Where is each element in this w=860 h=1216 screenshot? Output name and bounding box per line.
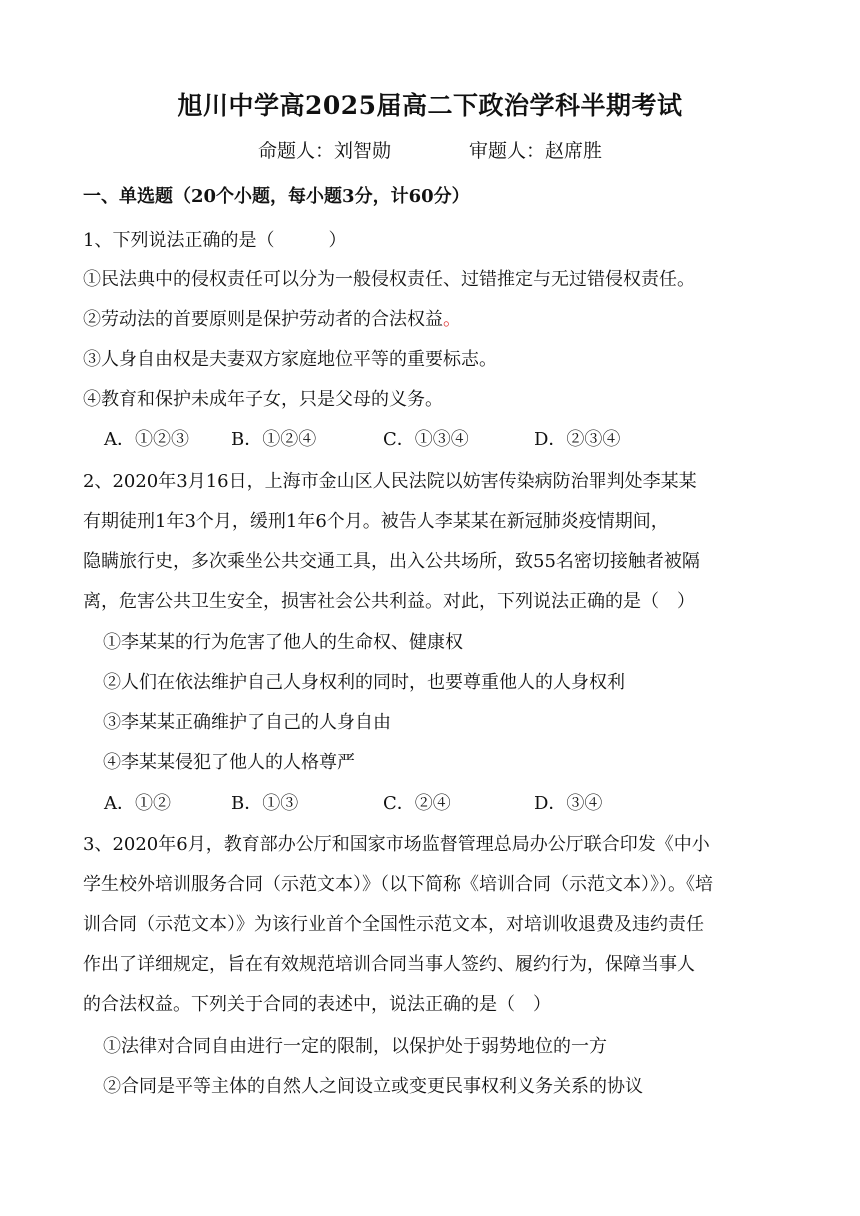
q2-item-2: ②人们在依法维护自己人身权利的同时，也要尊重他人的人身权利 <box>103 672 625 693</box>
q2-item-4: ④李某某侵犯了他人的人格尊严 <box>103 752 355 773</box>
q3-stem-line-4: 作出了详细规定，旨在有效规范培训合同当事人签约、履约行为，保障当事人 <box>83 954 695 975</box>
q2-stem-line-4: 离，危害公共卫生安全，损害社会公共利益。对此，下列说法正确的是（ ） <box>83 591 695 612</box>
question-setter: 命题人：刘智勋 <box>257 140 391 162</box>
q2-stem-line-2: 有期徒刑1年3个月，缓刑1年6个月。被告人李某某在新冠肺炎疫情期间， <box>83 511 669 532</box>
q2-option-c[interactable]: C．②④ <box>383 793 451 814</box>
q1-item-4: ④教育和保护未成年子女，只是父母的义务。 <box>83 389 443 410</box>
q1-item-2-punct: 。 <box>443 309 461 330</box>
q1-option-d[interactable]: D．②③④ <box>534 429 621 450</box>
q3-item-1: ①法律对合同自由进行一定的限制，以保护处于弱势地位的一方 <box>103 1036 607 1057</box>
q3-stem-line-2: 学生校外培训服务合同（示范文本）》（以下简称《培训合同（示范文本）》）。《培 <box>83 874 713 895</box>
question-reviewer: 审题人：赵席胜 <box>469 140 603 162</box>
q3-stem-line-1: 3、2020年6月，教育部办公厅和国家市场监督管理总局办公厅联合印发《中小 <box>83 834 710 855</box>
q2-item-1: ①李某某的行为危害了他人的生命权、健康权 <box>103 632 463 653</box>
q3-item-2: ②合同是平等主体的自然人之间设立或变更民事权利义务关系的协议 <box>103 1076 643 1097</box>
q2-stem-line-1: 2、2020年3月16日，上海市金山区人民法院以妨害传染病防治罪判处李某某 <box>83 471 697 492</box>
authors-line <box>0 136 860 163</box>
q1-item-1: ①民法典中的侵权责任可以分为一般侵权责任、过错推定与无过错侵权责任。 <box>83 269 695 290</box>
q1-stem: 1、下列说法正确的是（ ） <box>83 230 347 251</box>
q1-item-2: ②劳动法的首要原则是保护劳动者的合法权益。 <box>83 309 461 330</box>
exam-title: 旭川中学高2025届高二下政治学科半期考试 <box>177 91 683 120</box>
q2-option-b[interactable]: B．①③ <box>231 793 299 814</box>
section-heading: 一、单选题（20个小题，每小题3分，计60分） <box>83 186 470 207</box>
q1-option-c[interactable]: C．①③④ <box>383 429 469 450</box>
q1-item-3: ③人身自由权是夫妻双方家庭地位平等的重要标志。 <box>83 349 497 370</box>
q2-option-d[interactable]: D．③④ <box>534 793 603 814</box>
q1-option-b[interactable]: B．①②④ <box>231 429 317 450</box>
q2-item-3: ③李某某正确维护了自己的人身自由 <box>103 712 391 733</box>
q1-option-a[interactable]: A．①②③ <box>104 429 189 450</box>
q2-option-a[interactable]: A．①② <box>104 793 171 814</box>
q3-stem-line-5: 的合法权益。下列关于合同的表述中，说法正确的是（ ） <box>83 994 551 1015</box>
q2-stem-line-3: 隐瞒旅行史，多次乘坐公共交通工具，出入公共场所，致55名密切接触者被隔 <box>83 551 700 572</box>
q3-stem-line-3: 训合同（示范文本）》为该行业首个全国性示范文本，对培训收退费及违约责任 <box>83 914 704 935</box>
